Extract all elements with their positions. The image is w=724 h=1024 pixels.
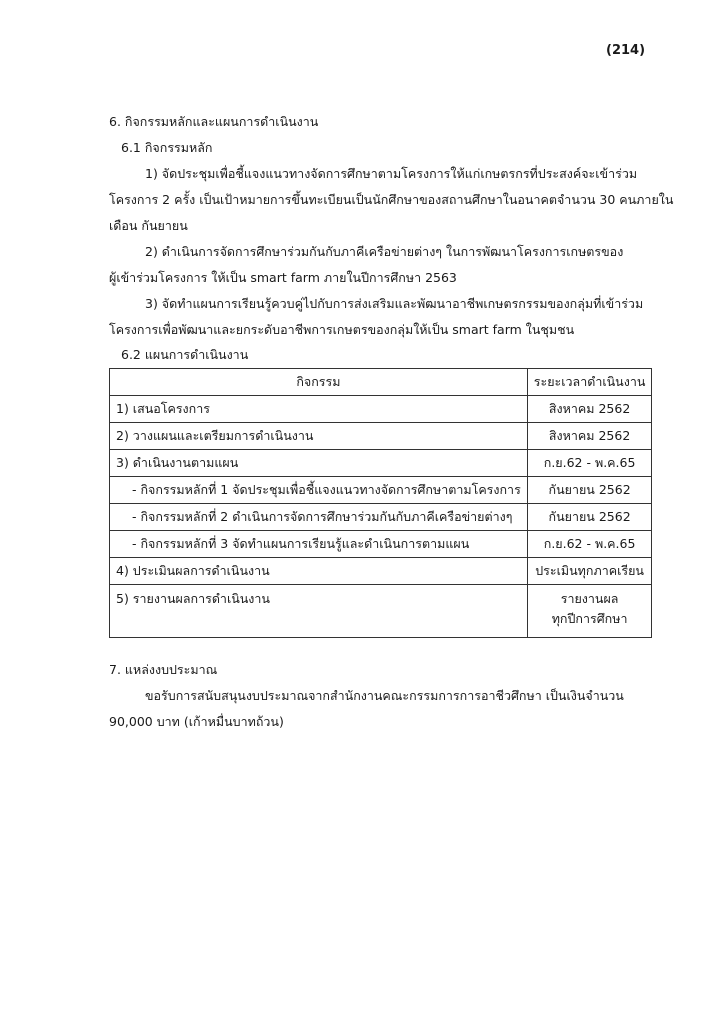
period-cell: กันยายน 2562 bbox=[527, 504, 652, 531]
period-cell: ก.ย.62 - พ.ค.65 bbox=[527, 531, 652, 558]
section-7-line-1: ขอรับการสนับสนุนงบประมาณจากสำนักงานคณะกรรมการการอาชีวศึกษา เป็นเงินจำนวน bbox=[145, 688, 624, 703]
section-6-heading: 6. กิจกรรมหลักและแผนการดำเนินงาน bbox=[109, 114, 319, 129]
plan-table bbox=[109, 368, 652, 638]
item-2-line-2: ผู้เข้าร่วมโครงการ ให้เป็น smart farm ภายในปีการศึกษา 2563 bbox=[109, 270, 457, 285]
activity-cell: - กิจกรรมหลักที่ 1 จัดประชุมเพื่อชี้แจงแนวทางจัดการศึกษาตามโครงการ bbox=[110, 477, 528, 504]
table-row bbox=[110, 450, 652, 477]
period-cell: สิงหาคม 2562 bbox=[527, 423, 652, 450]
section-6-1-heading: 6.1 กิจกรรมหลัก bbox=[121, 140, 213, 155]
table-row bbox=[110, 558, 652, 585]
period-line: ทุกปีการศึกษา bbox=[551, 611, 628, 626]
period-cell: ประเมินทุกภาคเรียน bbox=[527, 558, 652, 585]
item-2-line-1: 2) ดำเนินการจัดการศึกษาร่วมกันกับภาคีเครือข่ายต่างๆ ในการพัฒนาโครงการเกษตรของ bbox=[145, 244, 624, 259]
header-activity: กิจกรรม bbox=[110, 369, 528, 396]
section-6-2-heading: 6.2 แผนการดำเนินงาน bbox=[121, 347, 249, 362]
table-row bbox=[110, 423, 652, 450]
period-cell: กันยายน 2562 bbox=[527, 477, 652, 504]
period-cell bbox=[527, 585, 652, 638]
table-row bbox=[110, 585, 652, 638]
activity-cell: 1) เสนอโครงการ bbox=[110, 396, 528, 423]
period-line: รายงานผล bbox=[560, 591, 619, 606]
item-1-line-1: 1) จัดประชุมเพื่อชี้แจงแนวทางจัดการศึกษาตามโครงการให้แก่เกษตรกรที่ประสงค์จะเข้าร่วม bbox=[145, 166, 638, 181]
item-3-line-1: 3) จัดทำแผนการเรียนรู้ควบคู่ไปกับการส่งเสริมและพัฒนาอาชีพเกษตรกรรมของกลุ่มที่เข้าร่วม bbox=[145, 296, 644, 311]
activity-cell: - กิจกรรมหลักที่ 3 จัดทำแผนการเรียนรู้และดำเนินการตามแผน bbox=[110, 531, 528, 558]
item-1-line-2: โครงการ 2 ครั้ง เป็นเป้าหมายการขึ้นทะเบียนเป็นนักศึกษาของสถานศึกษาในอนาคตจำนวน 30 คนภายใน bbox=[109, 192, 674, 207]
table-row bbox=[110, 504, 652, 531]
header-period: ระยะเวลาดำเนินงาน bbox=[527, 369, 652, 396]
page-number: (214) bbox=[606, 43, 646, 58]
section-7-heading: 7. แหล่งงบประมาณ bbox=[109, 662, 218, 677]
item-1-line-3: เดือน กันยายน bbox=[109, 218, 188, 233]
period-cell: สิงหาคม 2562 bbox=[527, 396, 652, 423]
activity-cell: 3) ดำเนินงานตามแผน bbox=[110, 450, 528, 477]
table-row bbox=[110, 396, 652, 423]
table-row bbox=[110, 477, 652, 504]
section-7-line-2: 90,000 บาท (เก้าหมื่นบาทถ้วน) bbox=[109, 714, 284, 729]
activity-cell: 5) รายงานผลการดำเนินงาน bbox=[110, 585, 528, 638]
table-row bbox=[110, 531, 652, 558]
item-3-line-2: โครงการเพื่อพัฒนาและยกระดับอาชีพการเกษตรของกลุ่มให้เป็น smart farm ในชุมชน bbox=[109, 322, 575, 337]
table-header-row bbox=[110, 369, 652, 396]
activity-cell: 2) วางแผนและเตรียมการดำเนินงาน bbox=[110, 423, 528, 450]
activity-cell: 4) ประเมินผลการดำเนินงาน bbox=[110, 558, 528, 585]
period-cell: ก.ย.62 - พ.ค.65 bbox=[527, 450, 652, 477]
activity-cell: - กิจกรรมหลักที่ 2 ดำเนินการจัดการศึกษาร่วมกันกับภาคีเครือข่ายต่างๆ bbox=[110, 504, 528, 531]
